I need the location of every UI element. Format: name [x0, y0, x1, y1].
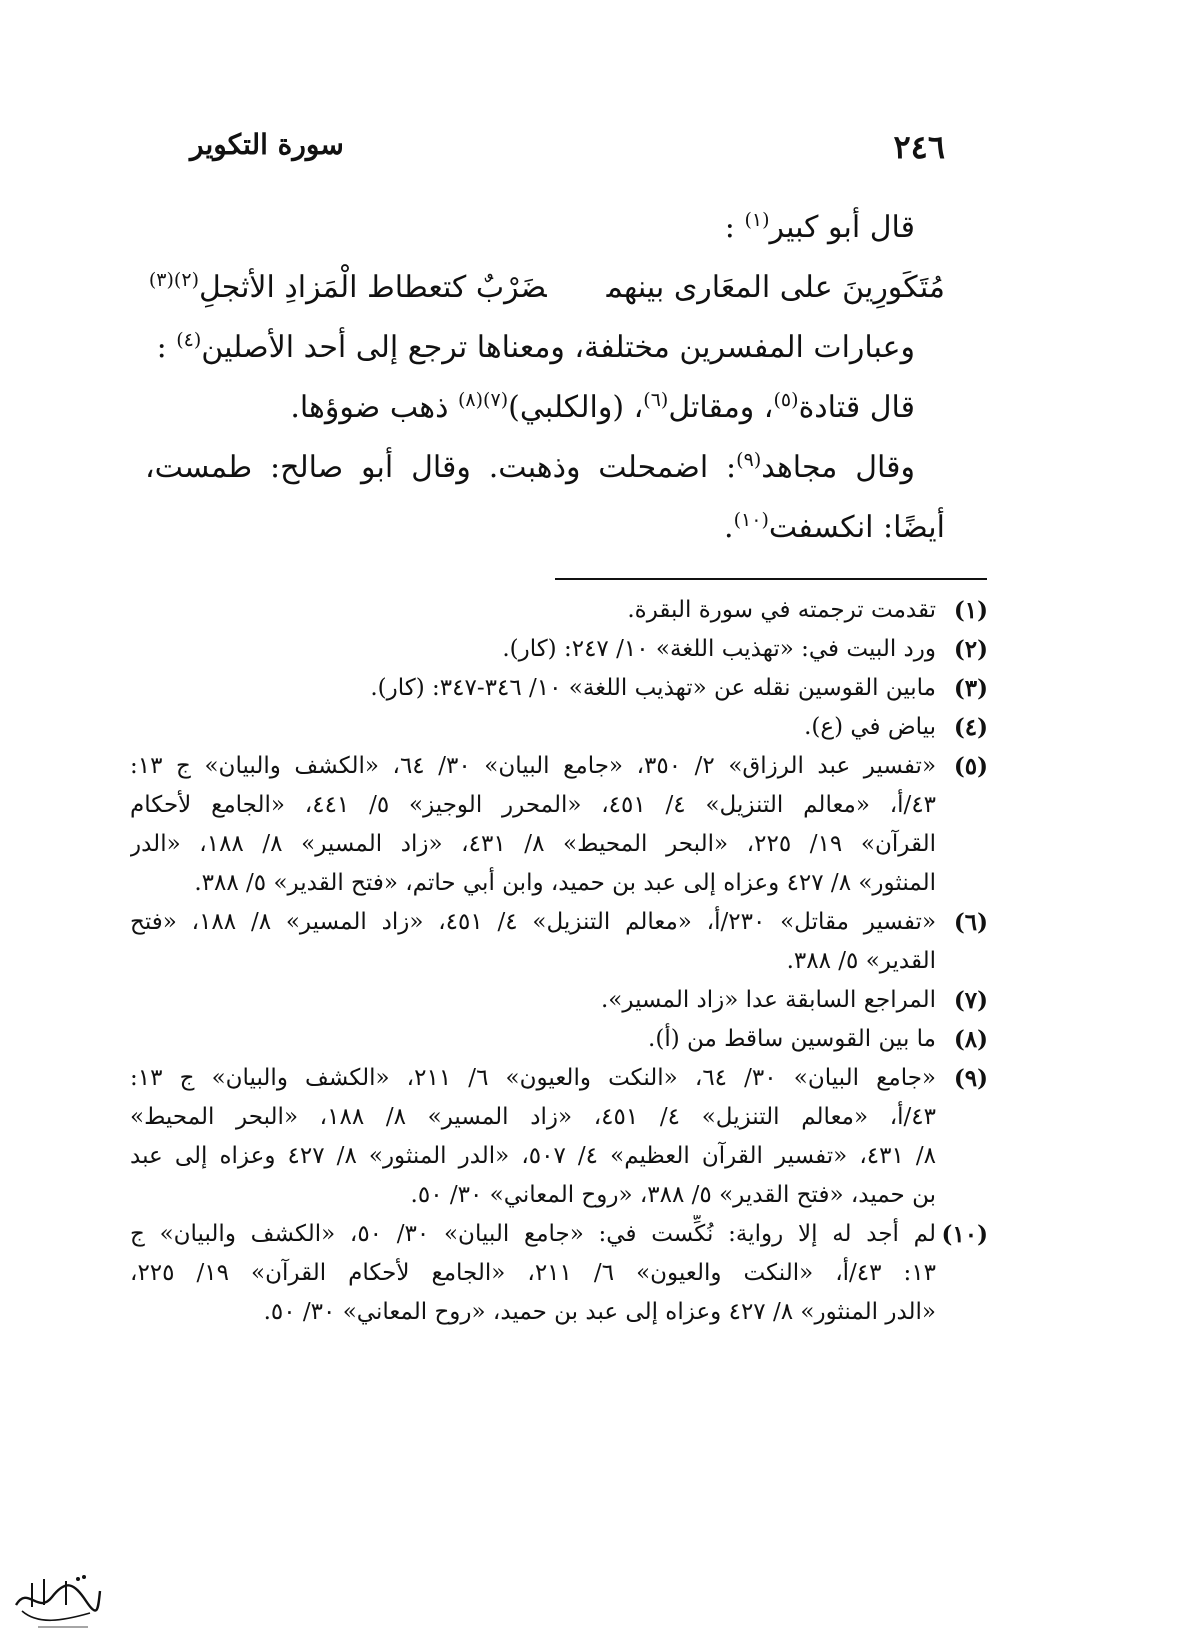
footnote-line: ٨/ ٤٣١، «تفسير القرآن العظيم» ٤/ ٥٠٧، «الدر المنثور» ٨/ ٤٢٧ وعزاه إلى عبد [130, 1143, 936, 1169]
footnote-body [130, 1215, 936, 1332]
footnote [130, 630, 988, 669]
footnote-number: (٢) [953, 636, 988, 663]
sura-title: سورة التكوير [190, 128, 344, 161]
footnote [130, 903, 988, 981]
footnote-ref: (١) [744, 209, 770, 231]
publisher-watermark-logo [8, 1565, 104, 1633]
poetry-verse [145, 258, 945, 318]
footnote-body [130, 630, 936, 669]
footnote-line: بن حميد، «فتح القدير» ٥/ ٣٨٨، «روح المعاني» ٣٠/ ٥٠. [410, 1182, 936, 1208]
footnote-number: (٧) [953, 987, 988, 1014]
footnote-body [130, 669, 936, 708]
footnotes [130, 591, 988, 1332]
page-number: ٢٤٦ [893, 128, 945, 166]
footnote-line: ورد البيت في: «تهذيب اللغة» ١٠/ ٢٤٧: (كار). [502, 636, 936, 662]
text-line-4: قال قتادة$^{(٥)}$، ومقاتل$^{(٦)}$، (والكلبي)$^{(٧)(٨)}$ ذهب ضوؤها. [290, 389, 915, 425]
footnote-ref: (٧)(٨) [458, 389, 509, 411]
footnote [130, 981, 988, 1020]
footnote-line: ١٣: ٤٣/أ، «النكت والعيون» ٦/ ٢١١، «الجامع لأحكام القرآن» ١٩/ ٢٢٥، [130, 1260, 936, 1286]
footnote-ref: (٥) [773, 389, 799, 411]
running-header [190, 128, 945, 178]
verse-hemistich-1: مُتَكَورِينَ على المعَارى بينهم [606, 270, 945, 305]
footnote-ref: (٩) [736, 449, 762, 471]
footnote-line: القرآن» ١٩/ ٢٢٥، «البحر المحيط» ٨/ ٤٣١، «زاد المسير» ٨/ ١٨٨، «الدر [130, 831, 936, 857]
footnote-ref: (٦) [643, 389, 669, 411]
footnote-ref: (٤) [176, 329, 202, 351]
footnote [130, 747, 988, 903]
footnote-number: (٤) [953, 714, 988, 741]
footnote-body [130, 903, 936, 981]
footnote-line: تقدمت ترجمته في سورة البقرة. [627, 597, 936, 623]
footnote-ref: (٢)(٣) [148, 269, 199, 291]
footnote-number: (١٠) [941, 1221, 988, 1248]
footnote-line: لم أجد له إلا رواية: نُكِّست في: «جامع البيان» ٣٠/ ٥٠، «الكشف والبيان» ج [130, 1221, 936, 1247]
verse-hemistich-2: ضَرْبٌ كتعطاط الْمَزادِ الأثجلِ [198, 270, 547, 305]
footnote-line: «الدر المنثور» ٨/ ٤٢٧ وعزاه إلى عبد بن حميد، «روح المعاني» ٣٠/ ٥٠. [263, 1299, 936, 1325]
footnote-body [130, 747, 936, 903]
footnote-body [130, 981, 936, 1020]
footnote [130, 1215, 988, 1332]
text-line-1: قال أبو كبير$^{(١)}$ : [724, 209, 915, 245]
footnote-line: ٤٣/أ، «معالم التنزيل» ٤/ ٤٥١، «زاد المسير» ٨/ ١٨٨، «البحر المحيط» [130, 1104, 936, 1130]
text-line-3: وعبارات المفسرين مختلفة، ومعناها ترجع إلى أحد الأصلين$^{(٤)}$ : [156, 329, 915, 365]
footnote [130, 591, 988, 630]
footnote-body [130, 1059, 936, 1215]
text-line-6: أيضًا: انكسفت$^{(١٠)}$. [724, 509, 945, 545]
main-text [145, 198, 945, 558]
footnote-separator [555, 578, 987, 580]
footnote-line: ما بين القوسين ساقط من (أ). [648, 1026, 936, 1052]
footnote-number: (٦) [953, 909, 988, 936]
footnote-body [130, 591, 936, 630]
footnote-line: مابين القوسين نقله عن «تهذيب اللغة» ١٠/ ٣٤٦-٣٤٧: (كار). [370, 675, 936, 701]
footnote-line: «تفسير عبد الرزاق» ٢/ ٣٥٠، «جامع البيان» ٣٠/ ٦٤، «الكشف والبيان» ج ١٣: [130, 753, 936, 779]
footnote-line: ٤٣/أ، «معالم التنزيل» ٤/ ٤٥١، «المحرر الوجيز» ٥/ ٤٤١، «الجامع لأحكام [130, 792, 936, 818]
footnote-line: المراجع السابقة عدا «زاد المسير». [601, 987, 936, 1013]
footnote-ref: (١٠) [733, 509, 769, 531]
footnote-number: (٣) [953, 675, 988, 702]
footnote-number: (٩) [953, 1065, 988, 1092]
footnote-body [130, 708, 936, 747]
footnote [130, 708, 988, 747]
footnote [130, 669, 988, 708]
footnote [130, 1020, 988, 1059]
footnote-line: «تفسير مقاتل» ٢٣٠/أ، «معالم التنزيل» ٤/ ٤٥١، «زاد المسير» ٨/ ١٨٨، «فتح [130, 909, 936, 935]
footnote-line: «جامع البيان» ٣٠/ ٦٤، «النكت والعيون» ٦/ ٢١١، «الكشف والبيان» ج ١٣: [130, 1065, 936, 1091]
footnote-body [130, 1020, 936, 1059]
footnote [130, 1059, 988, 1215]
footnote-line: بياض في (ع). [804, 714, 936, 740]
footnote-line: المنثور» ٨/ ٤٢٧ وعزاه إلى عبد بن حميد، وابن أبي حاتم، «فتح القدير» ٥/ ٣٨٨. [194, 870, 936, 896]
footnote-number: (١) [953, 597, 988, 624]
footnote-number: (٥) [953, 753, 988, 780]
footnote-line: القدير» ٥/ ٣٨٨. [786, 948, 936, 974]
text-line-5: وقال مجاهد$^{(٩)}$: اضمحلت وذهبت. وقال أبو صالح: طمست، [145, 449, 915, 485]
footnote-number: (٨) [953, 1026, 988, 1053]
